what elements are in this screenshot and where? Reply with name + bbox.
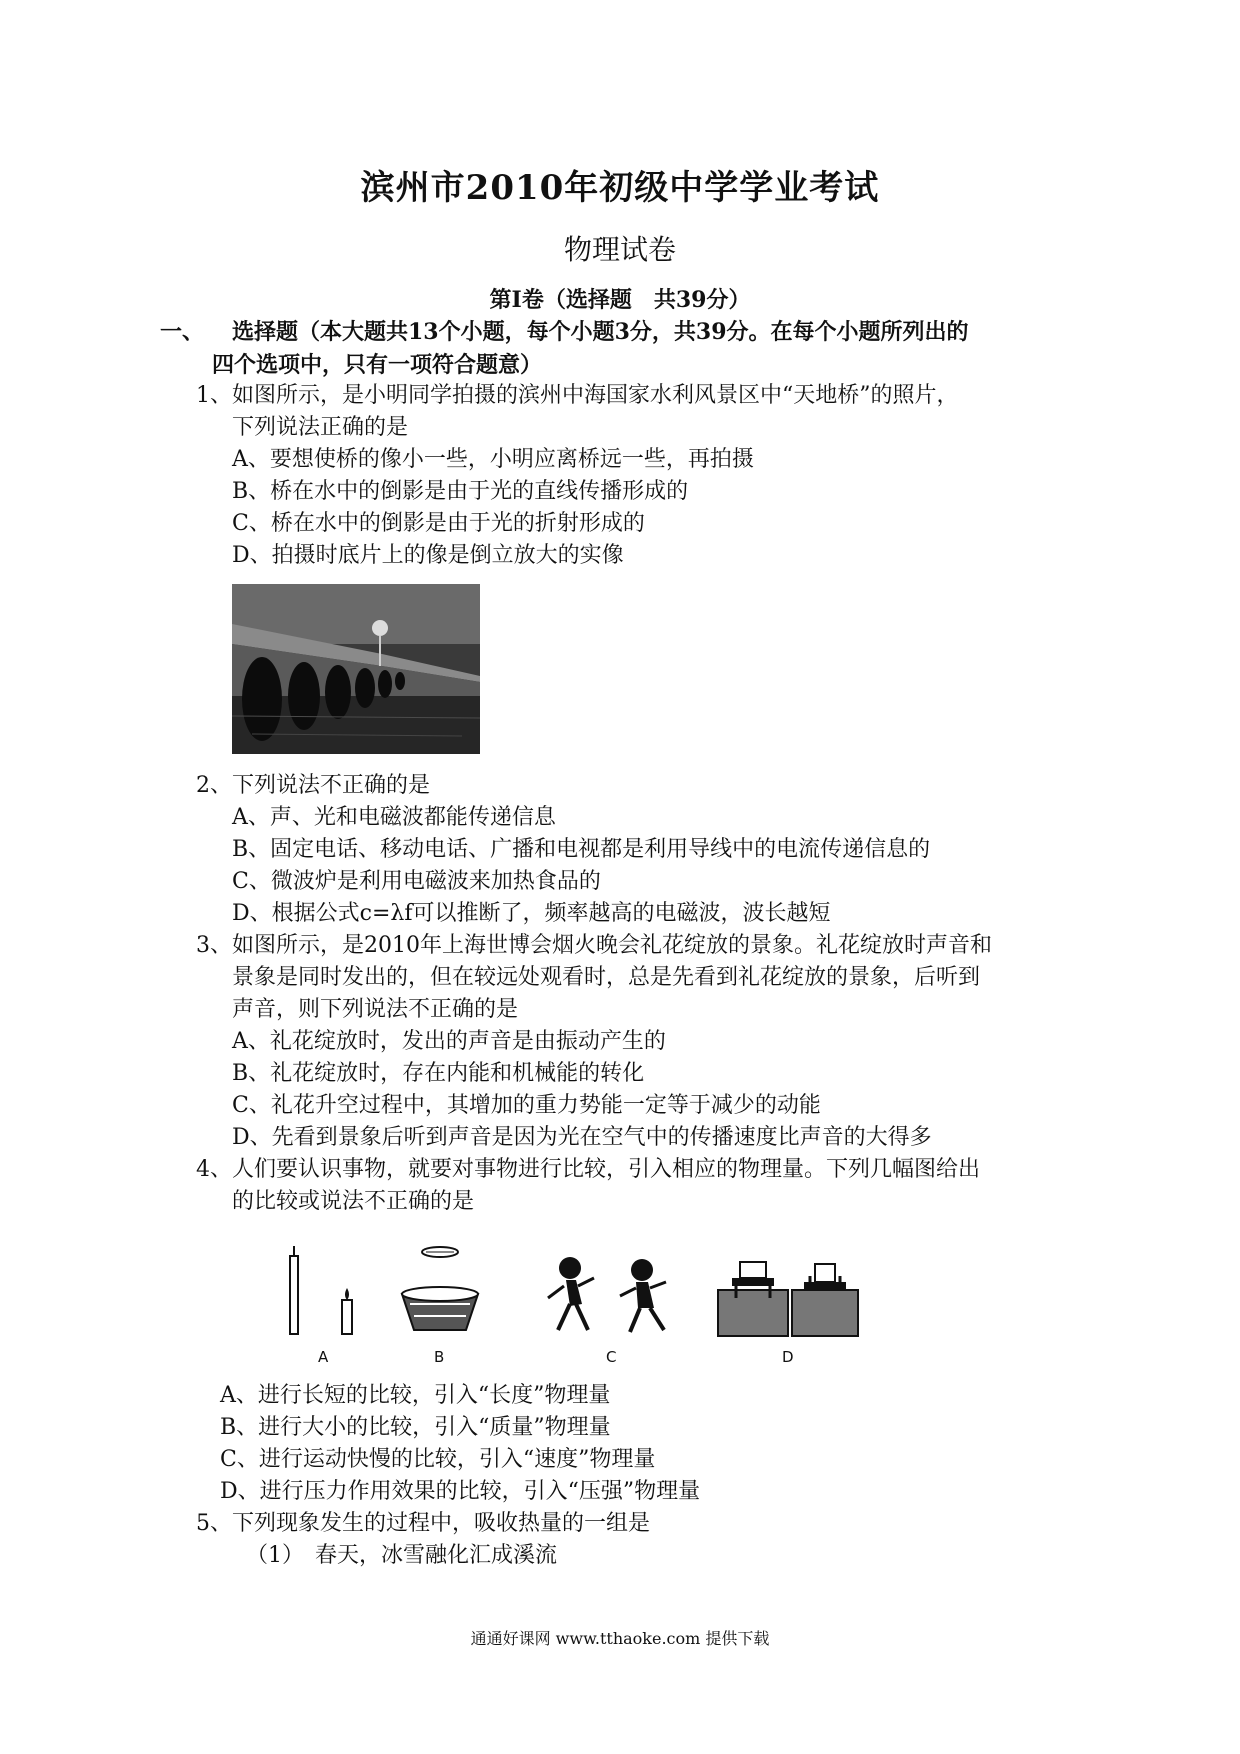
question-4-line-2: 的比较或说法不正确的是 [232,1189,475,1214]
question-1-option-d: D、拍摄时底片上的像是倒立放大的实像 [232,543,624,568]
page-footer: 通通好课网 www.tthaoke.com 提供下载 [470,1629,770,1648]
question-3-option-a: A、礼花绽放时，发出的声音是由振动产生的 [232,1029,666,1054]
figure-label-b: B [434,1348,445,1366]
question-4-line-1: 4、人们要认识事物，就要对事物进行比较，引入相应的物理量。下列几幅图给出 [196,1157,980,1182]
comparison-illustrations [270,1238,880,1348]
section-heading [160,316,1100,382]
basket-figure [402,1247,478,1330]
question-4-option-c: C、进行运动快慢的比较，引入“速度”物理量 [220,1447,656,1472]
question-2-option-b: B、固定电话、移动电话、广播和电视都是利用导线中的电流传递信息的 [232,837,931,862]
question-1-line-1: 1、如图所示，是小明同学拍摄的滨州中海国家水利风景区中“天地桥”的照片， [196,383,959,408]
question-5-item-1: （1） 春天，冰雪融化汇成溪流 [246,1543,557,1568]
exam-title: 滨州市2010年初级中学学业考试 [360,168,880,208]
question-3-line-3: 声音，则下列说法不正确的是 [232,997,519,1022]
candles-figure [290,1246,352,1334]
question-2-option-d: D、根据公式c=λf可以推断了，频率越高的电磁波，波长越短 [232,901,831,926]
question-4-figures [270,1238,880,1368]
question-3-line-1: 3、如图所示，是2010年上海世博会烟火晚会礼花绽放的景象。礼花绽放时声音和 [196,933,992,958]
section-number: 一、 [160,319,205,345]
question-3-option-b: B、礼花绽放时，存在内能和机械能的转化 [232,1061,645,1086]
question-1-line-2: 下列说法正确的是 [232,415,409,440]
question-1-option-b: B、桥在水中的倒影是由于光的直线传播形成的 [232,479,689,504]
figure-label-c: C [606,1348,617,1366]
running-kids-figure [548,1257,666,1332]
question-4-option-b: B、进行大小的比较，引入“质量”物理量 [220,1415,611,1440]
question-3-option-c: C、礼花升空过程中，其增加的重力势能一定等于减少的动能 [232,1093,821,1118]
question-1-option-c: C、桥在水中的倒影是由于光的折射形成的 [232,511,645,536]
question-1-option-a: A、要想使桥的像小一些，小明应离桥远一些，再拍摄 [232,447,754,472]
bridge-photo [232,584,480,754]
part-heading: 第Ⅰ卷（选择题 共39分） [489,287,751,313]
question-3-option-d: D、先看到景象后听到声音是因为光在空气中的传播速度比声音的大得多 [232,1125,932,1150]
question-3-line-2: 景象是同时发出的，但在较远处观看时，总是先看到礼花绽放的景象，后听到 [232,965,981,990]
question-2-option-a: A、声、光和电磁波都能传递信息 [232,805,556,830]
question-2-option-c: C、微波炉是利用电磁波来加热食品的 [232,869,601,894]
exam-subtitle: 物理试卷 [563,233,676,266]
question-4-option-d: D、进行压力作用效果的比较，引入“压强”物理量 [220,1479,701,1504]
question-2-line-1: 2、下列说法不正确的是 [196,773,430,798]
figure-label-a: A [318,1348,329,1366]
section-line-2: 四个选项中，只有一项符合题意） [212,352,543,378]
figure-label-d: D [782,1348,794,1366]
section-line-1: 选择题（本大题共13个小题，每个小题3分，共39分。在每个小题所列出的 [232,319,969,345]
question-4-option-a: A、进行长短的比较，引入“长度”物理量 [220,1383,611,1408]
question-5-line-1: 5、下列现象发生的过程中，吸收热量的一组是 [196,1511,650,1536]
sponge-stool-figure [718,1262,858,1336]
